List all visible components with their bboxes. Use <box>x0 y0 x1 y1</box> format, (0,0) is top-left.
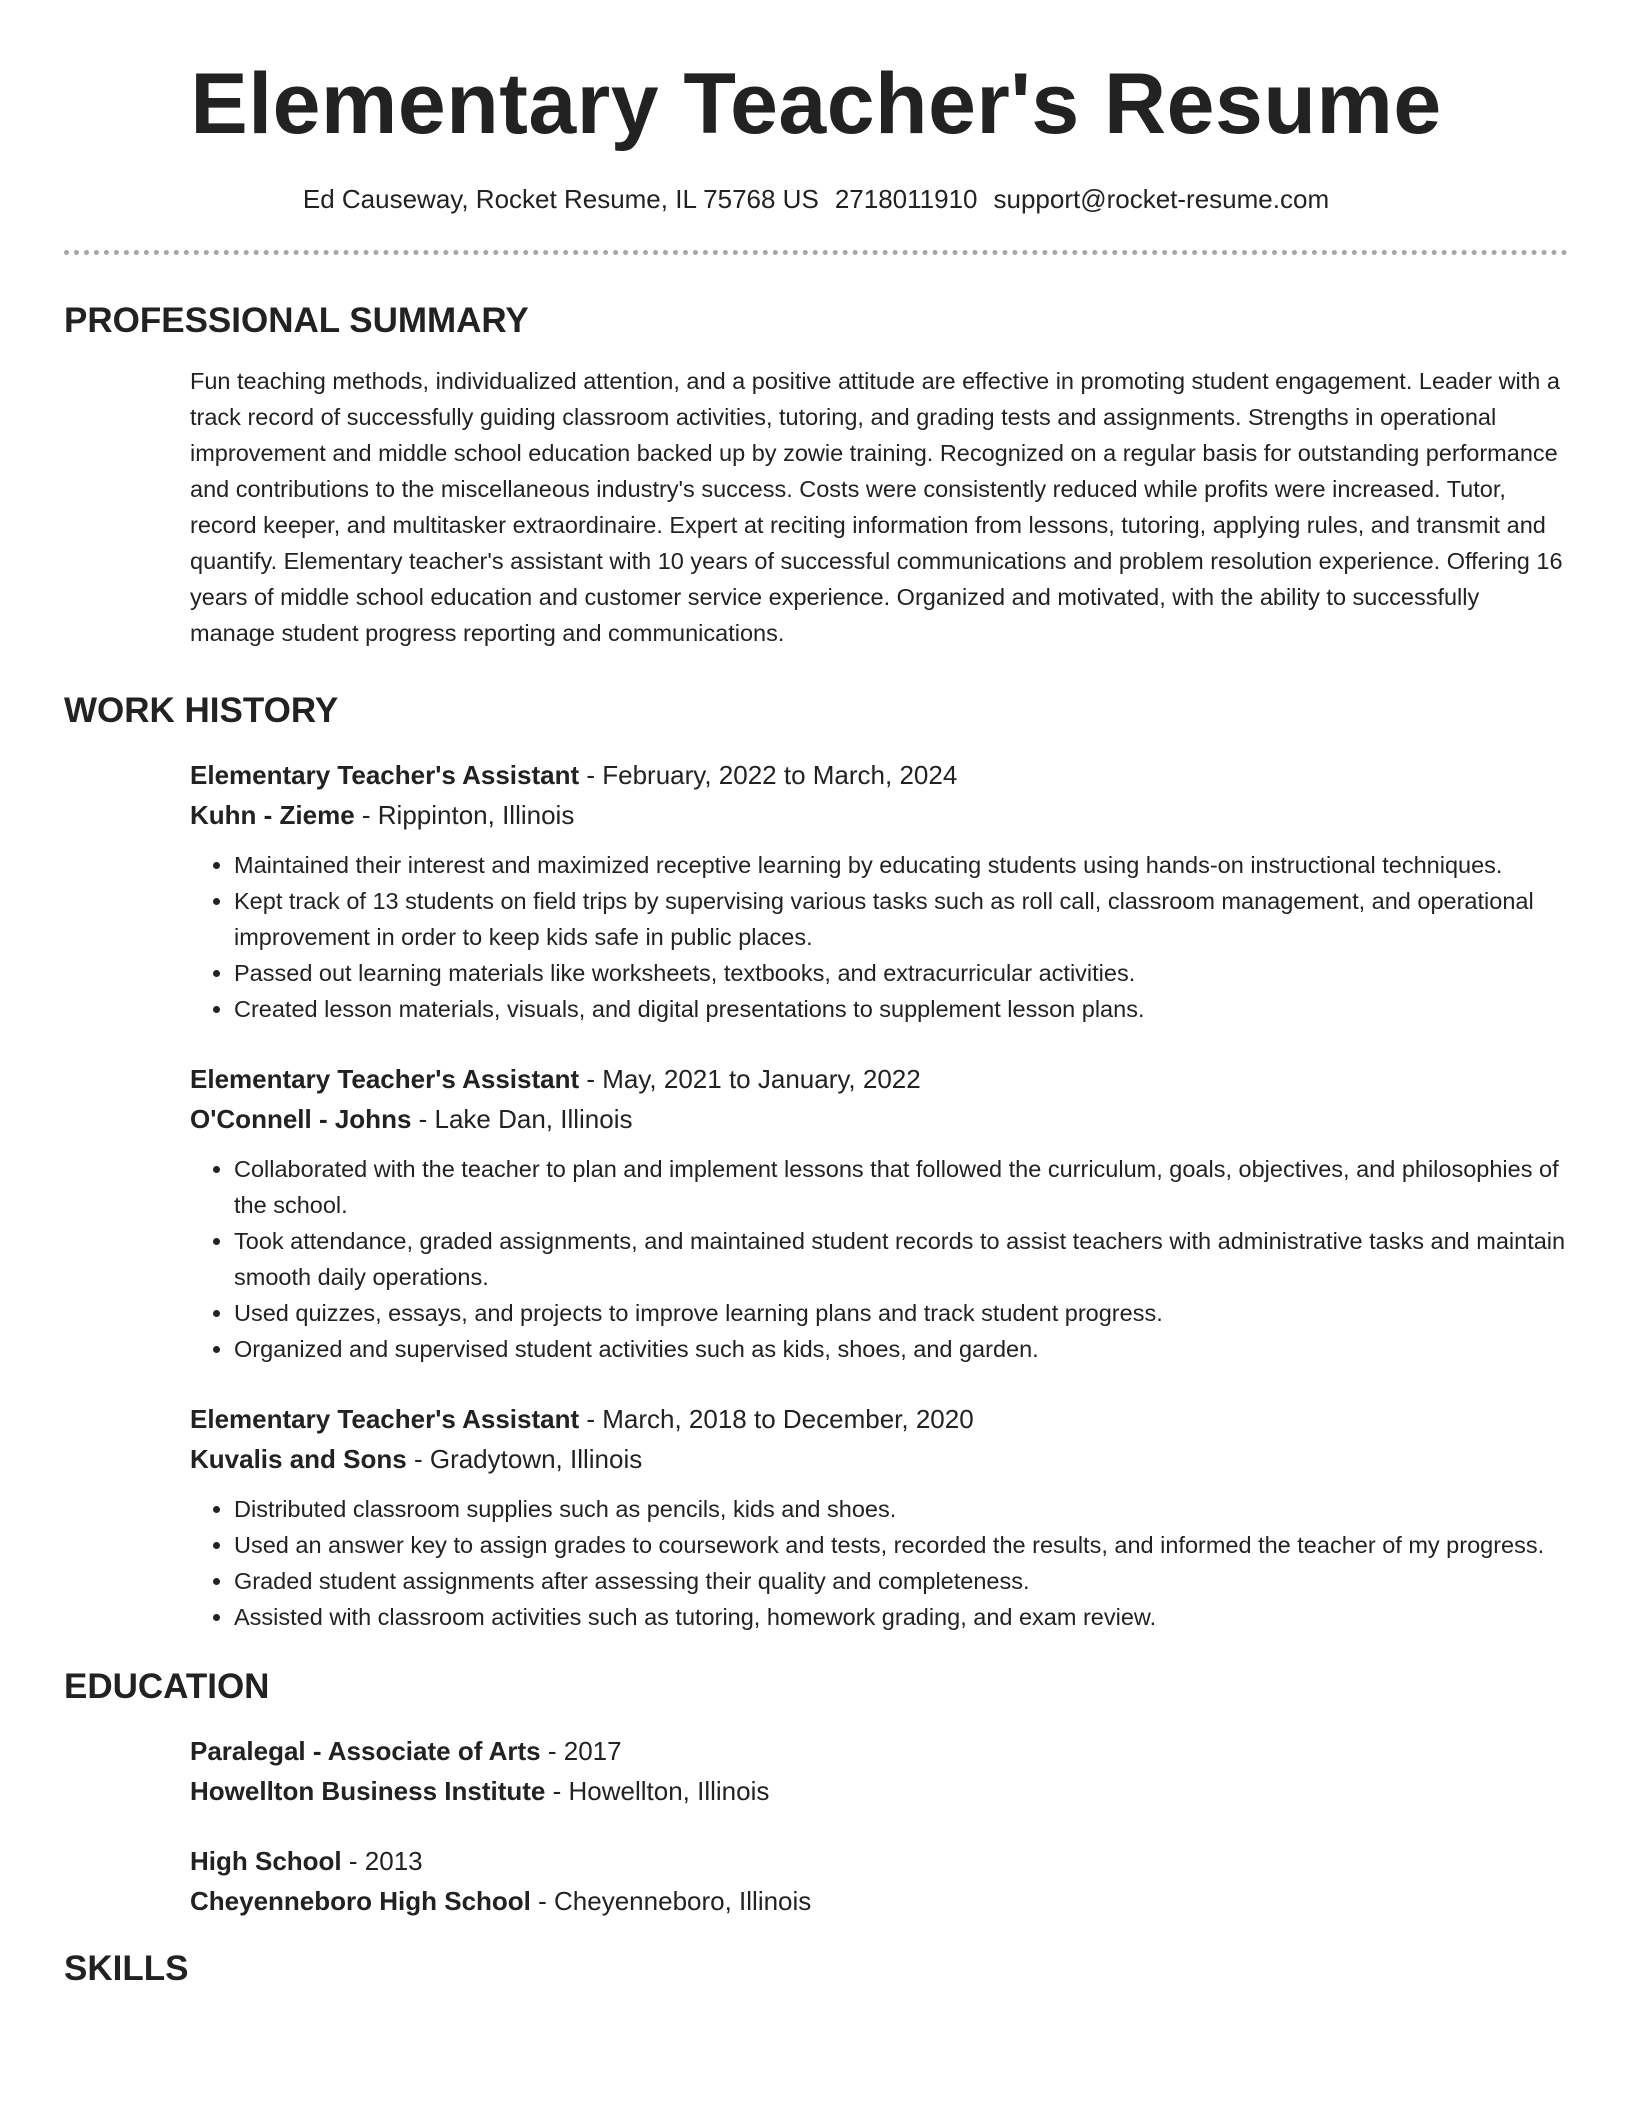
bullet-item: • Distributed classroom supplies such as pencils, kids and shoes. <box>234 1491 1568 1527</box>
bullet-item: • Used quizzes, essays, and projects to improve learning plans and track student progress. <box>234 1295 1568 1331</box>
job-title-line <box>190 1399 1568 1439</box>
degree-year: - 2017 <box>540 1736 622 1766</box>
job-title-line <box>190 755 1568 795</box>
contact-email: support@rocket-resume.com <box>993 184 1330 214</box>
job-title: Elementary Teacher's Assistant <box>190 1404 580 1434</box>
job-dates: - May, 2021 to January, 2022 <box>579 1064 921 1094</box>
bullet-item: • Organized and supervised student activities such as kids, shoes, and garden. <box>234 1331 1568 1367</box>
contact-line <box>64 182 1568 216</box>
job-company-line <box>190 1099 1568 1139</box>
resume-title: Elementary Teacher's Resume <box>190 56 1442 152</box>
header-divider <box>64 250 1568 255</box>
job-company-line <box>190 1439 1568 1479</box>
job-bullets <box>190 1151 1568 1367</box>
job-location: - Gradytown, Illinois <box>406 1444 643 1474</box>
bullet-item: • Took attendance, graded assignments, and maintained student records to assist teachers with administrative tasks and maintain smooth daily operations. <box>234 1223 1568 1295</box>
school-line <box>190 1771 1568 1811</box>
school-line <box>190 1881 1568 1921</box>
bullet-item: • Created lesson materials, visuals, and digital presentations to supplement lesson plans. <box>234 991 1568 1027</box>
education-section <box>190 1731 1568 1921</box>
job-company: Kuhn - Zieme <box>190 800 355 830</box>
bullet-item: • Graded student assignments after assessing their quality and completeness. <box>234 1563 1568 1599</box>
job-title-line <box>190 1059 1568 1099</box>
degree-name: High School <box>190 1846 342 1876</box>
job-company-line <box>190 795 1568 835</box>
summary-text: Fun teaching methods, individualized attention, and a positive attitude are effective in promoting student engagement. Leader with a track record of successfully guiding classroom activities, tutoring, and grading tests and assignments. Strengths in operational improvement and middle school education backed up by zowie training. Recognized on a regular basis for outstanding performance and contributions to the miscellaneous industry's success. Costs were consistently reduced while profits were increased. Tutor, record keeper, and multitasker extraordinaire. Expert at reciting information from lessons, tutoring, applying rules, and transmit and quantify. Elementary teacher's assistant with 10 years of successful communications and problem resolution experience. Offering 16 years of middle school education and customer service experience. Organized and motivated, with the ability to successfully manage student progress reporting and communications. <box>190 368 1563 646</box>
job-bullets <box>190 847 1568 1027</box>
bullet-item: • Used an answer key to assign grades to coursework and tests, recorded the results, and informed the teacher of my progress. <box>234 1527 1568 1563</box>
job-title: Elementary Teacher's Assistant <box>190 760 580 790</box>
education-entry <box>190 1731 1568 1811</box>
school-name: Cheyenneboro High School <box>190 1886 531 1916</box>
school-name: Howellton Business Institute <box>190 1776 546 1806</box>
degree-line <box>190 1731 1568 1771</box>
degree-name: Paralegal - Associate of Arts <box>190 1736 541 1766</box>
degree-line <box>190 1841 1568 1881</box>
job-dates: - March, 2018 to December, 2020 <box>579 1404 974 1434</box>
section-heading-work-history: WORK HISTORY <box>64 691 339 730</box>
job-location: - Lake Dan, Illinois <box>411 1104 633 1134</box>
work-history-section <box>190 755 1568 1635</box>
job-entry <box>190 755 1568 1027</box>
degree-year: - 2013 <box>341 1846 423 1876</box>
section-heading-skills: SKILLS <box>64 1949 189 1988</box>
contact-phone: 2718011910 <box>834 184 978 214</box>
contact-address: Ed Causeway, Rocket Resume, IL 75768 US <box>302 184 819 214</box>
bullet-item: • Passed out learning materials like worksheets, textbooks, and extracurricular activities. <box>234 955 1568 991</box>
section-heading-summary: PROFESSIONAL SUMMARY <box>64 301 529 340</box>
summary-section <box>190 363 1568 651</box>
job-entry <box>190 1059 1568 1367</box>
education-entry <box>190 1841 1568 1921</box>
job-dates: - February, 2022 to March, 2024 <box>579 760 958 790</box>
bullet-item: • Assisted with classroom activities such as tutoring, homework grading, and exam review. <box>234 1599 1568 1635</box>
bullet-item: • Maintained their interest and maximized receptive learning by educating students using hands-on instructional techniques. <box>234 847 1568 883</box>
job-bullets <box>190 1491 1568 1635</box>
job-entry <box>190 1399 1568 1635</box>
job-company: O'Connell - Johns <box>190 1104 412 1134</box>
job-title: Elementary Teacher's Assistant <box>190 1064 580 1094</box>
job-location: - Rippinton, Illinois <box>354 800 575 830</box>
section-heading-education: EDUCATION <box>64 1667 270 1706</box>
bullet-item: • Kept track of 13 students on field trips by supervising various tasks such as roll call, classroom management, and operational improvement in order to keep kids safe in public places. <box>234 883 1568 955</box>
job-company: Kuvalis and Sons <box>190 1444 407 1474</box>
school-location: - Howellton, Illinois <box>545 1776 770 1806</box>
bullet-item: • Collaborated with the teacher to plan and implement lessons that followed the curriculum, goals, objectives, and philosophies of the school. <box>234 1151 1568 1223</box>
school-location: - Cheyenneboro, Illinois <box>530 1886 812 1916</box>
